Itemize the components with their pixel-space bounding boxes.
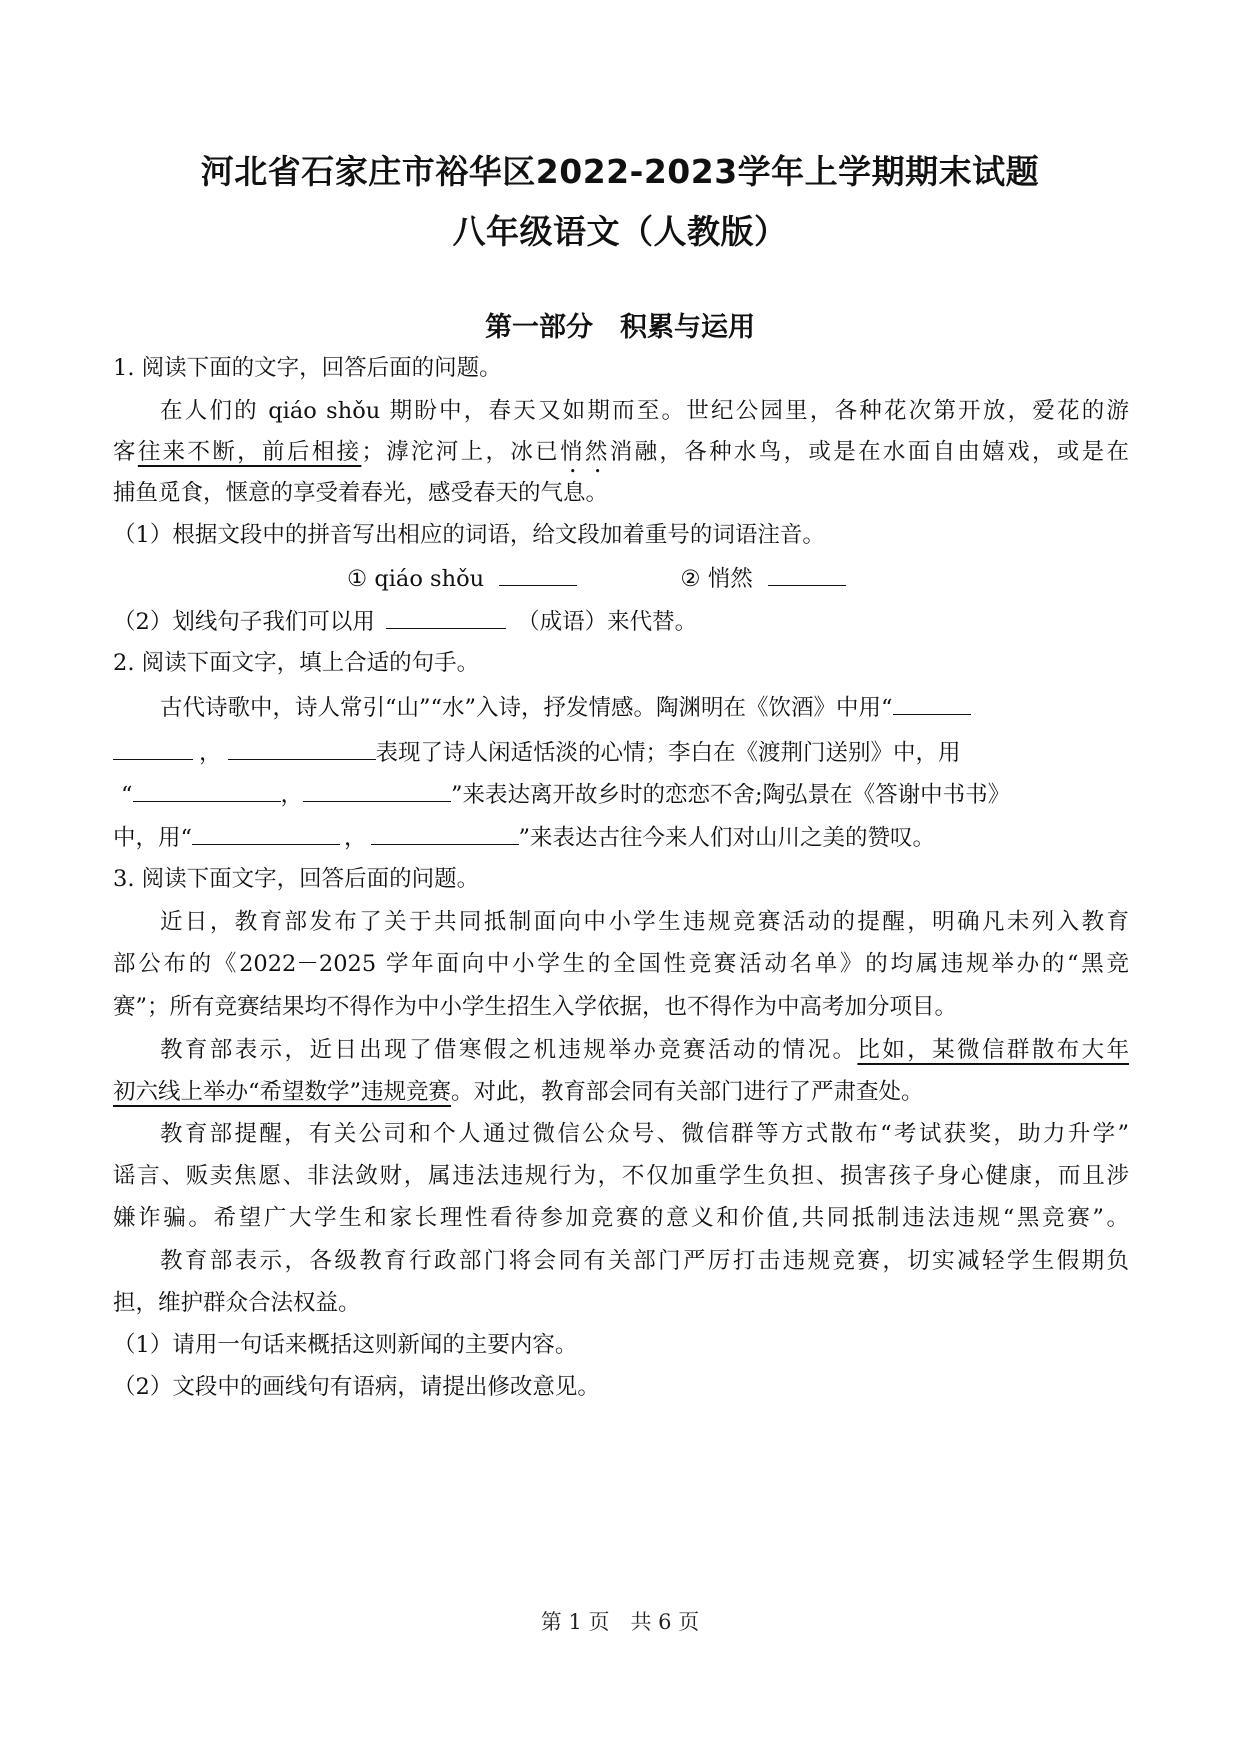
q3-underlined-sentence: 比如，某微信群散布大年 — [857, 1037, 1129, 1063]
q2-text: ”来表达离开故乡时的恋恋不舍;陶弘景在《答谢中书书》 — [451, 782, 1011, 808]
q1-sub2 — [113, 606, 697, 637]
q2-passage-line — [160, 692, 971, 723]
q3-passage-line — [113, 1077, 924, 1107]
page-footer: 第 1 页 共 6 页 — [540, 1610, 700, 1634]
answer-blank[interactable] — [893, 692, 971, 715]
q3-underlined-sentence: 初六线上举办“希望数学”违规竞赛 — [113, 1079, 452, 1105]
answer-blank[interactable] — [768, 563, 846, 586]
q3-passage-line: 近日，教育部发布了关于共同抵制面向中小学生违规竞赛活动的提醒，明确凡未列入教育 — [160, 909, 1129, 935]
q3-stem: 3. 阅读下面文字，回答后面的问题。 — [113, 866, 480, 892]
q1-option-1: ① qiáo shǒu — [347, 566, 485, 592]
q1-passage-line: 在人们的 qiáo shǒu 期盼中，春天又如期而至。世纪公园里，各种花次第开放，爱花的游 — [160, 398, 1129, 424]
q3-text: 教育部表示，近日出现了借寒假之机违规举办竞赛活动的情况。 — [160, 1037, 858, 1063]
section-title: 第一部分 积累与运用 — [485, 312, 755, 343]
q1-passage-line — [113, 437, 1129, 478]
q2-passage-line — [113, 737, 961, 768]
q1-text: 客 — [113, 439, 138, 465]
q1-stem: 1. 阅读下面的文字，回答后面的问题。 — [113, 355, 502, 381]
q1-text: 消融，各种水鸟，或是在水面自由嬉戏，或是在 — [609, 439, 1129, 465]
q3-passage-line: 担，维护群众合法权益。 — [113, 1290, 361, 1316]
q1-emphasized-word: 悄然 — [560, 439, 610, 465]
q3-passage-line: 部公布的《2022－2025 学年面向中小学生的全国性竞赛活动名单》的均属违规举办的“黑竞 — [113, 951, 1129, 977]
q1-sub1: （1）根据文段中的拼音写出相应的词语，给文段加着重号的词语注音。 — [113, 522, 825, 548]
q2-text: 中，用“ — [113, 825, 193, 851]
q3-passage-line: 教育部表示，各级教育行政部门将会同有关部门严厉打击违规竞赛，切实减轻学生假期负 — [160, 1248, 1129, 1274]
answer-blank[interactable] — [228, 737, 376, 760]
q2-stem: 2. 阅读下面文字，填上合适的句手。 — [113, 650, 480, 676]
q1-sub2-text: （成语）来代替。 — [517, 609, 698, 635]
q2-text: ， — [199, 740, 222, 766]
q3-passage-line: 嫌诈骗。希望广大学生和家长理性看待参加竞赛的意义和价值,共同抵制违法违规“黑竞赛”。 — [113, 1205, 1129, 1231]
q3-passage-line: 赛”；所有竞赛结果均不得作为中小学生招生入学依据，也不得作为中高考加分项目。 — [113, 994, 958, 1020]
answer-blank[interactable] — [386, 606, 506, 629]
q1-text: ；滹沱河上，冰已 — [361, 439, 561, 465]
q3-sub1: （1）请用一句话来概括这则新闻的主要内容。 — [113, 1332, 578, 1358]
q2-text: ， — [280, 782, 304, 808]
answer-blank[interactable] — [303, 779, 451, 802]
q2-text: “ — [121, 782, 133, 808]
q2-text: ， — [344, 825, 367, 851]
q1-passage-line: 捕鱼觅食，惬意的享受着春光，感受春天的气息。 — [113, 480, 609, 506]
answer-blank[interactable] — [113, 737, 193, 760]
q1-underlined-sentence: 往来不断，前后相接 — [137, 439, 362, 465]
q2-text: ”来表达古往今来人们对山川之美的赞叹。 — [518, 825, 936, 851]
answer-blank[interactable] — [192, 822, 340, 845]
q1-options — [347, 563, 846, 594]
q1-option-2: ② 悄然 — [680, 566, 753, 592]
q2-passage-line — [113, 779, 1010, 810]
q3-sub2: （2）文段中的画线句有语病，请提出修改意见。 — [113, 1374, 600, 1400]
answer-blank[interactable] — [499, 563, 577, 586]
exam-subtitle: 八年级语文（人教版） — [452, 212, 788, 251]
q3-passage-line: 教育部提醒，有关公司和个人通过微信公众号、微信群等方式散布“考试获奖，助力升学” — [160, 1121, 1129, 1147]
q1-sub2-text: （2）划线句子我们可以用 — [113, 609, 375, 635]
answer-blank[interactable] — [371, 822, 519, 845]
q3-passage-line — [160, 1035, 1129, 1065]
q3-text: 。对此，教育部会同有关部门进行了严肃查处。 — [451, 1079, 924, 1105]
answer-blank[interactable] — [133, 779, 281, 802]
q2-passage-line — [113, 822, 935, 853]
exam-title: 河北省石家庄市裕华区2022-2023学年上学期期末试题 — [200, 152, 1040, 191]
q2-text: 表现了诗人闲适恬淡的心情；李白在《渡荆门送别》中，用 — [375, 740, 961, 766]
q2-text: 古代诗歌中，诗人常引“山”“水”入诗，抒发情感。陶渊明在《饮酒》中用“ — [160, 695, 893, 721]
q3-passage-line: 谣言、贩卖焦愿、非法敛财，属违法违规行为，不仅加重学生负担、损害孩子身心健康，而且涉 — [113, 1163, 1129, 1189]
